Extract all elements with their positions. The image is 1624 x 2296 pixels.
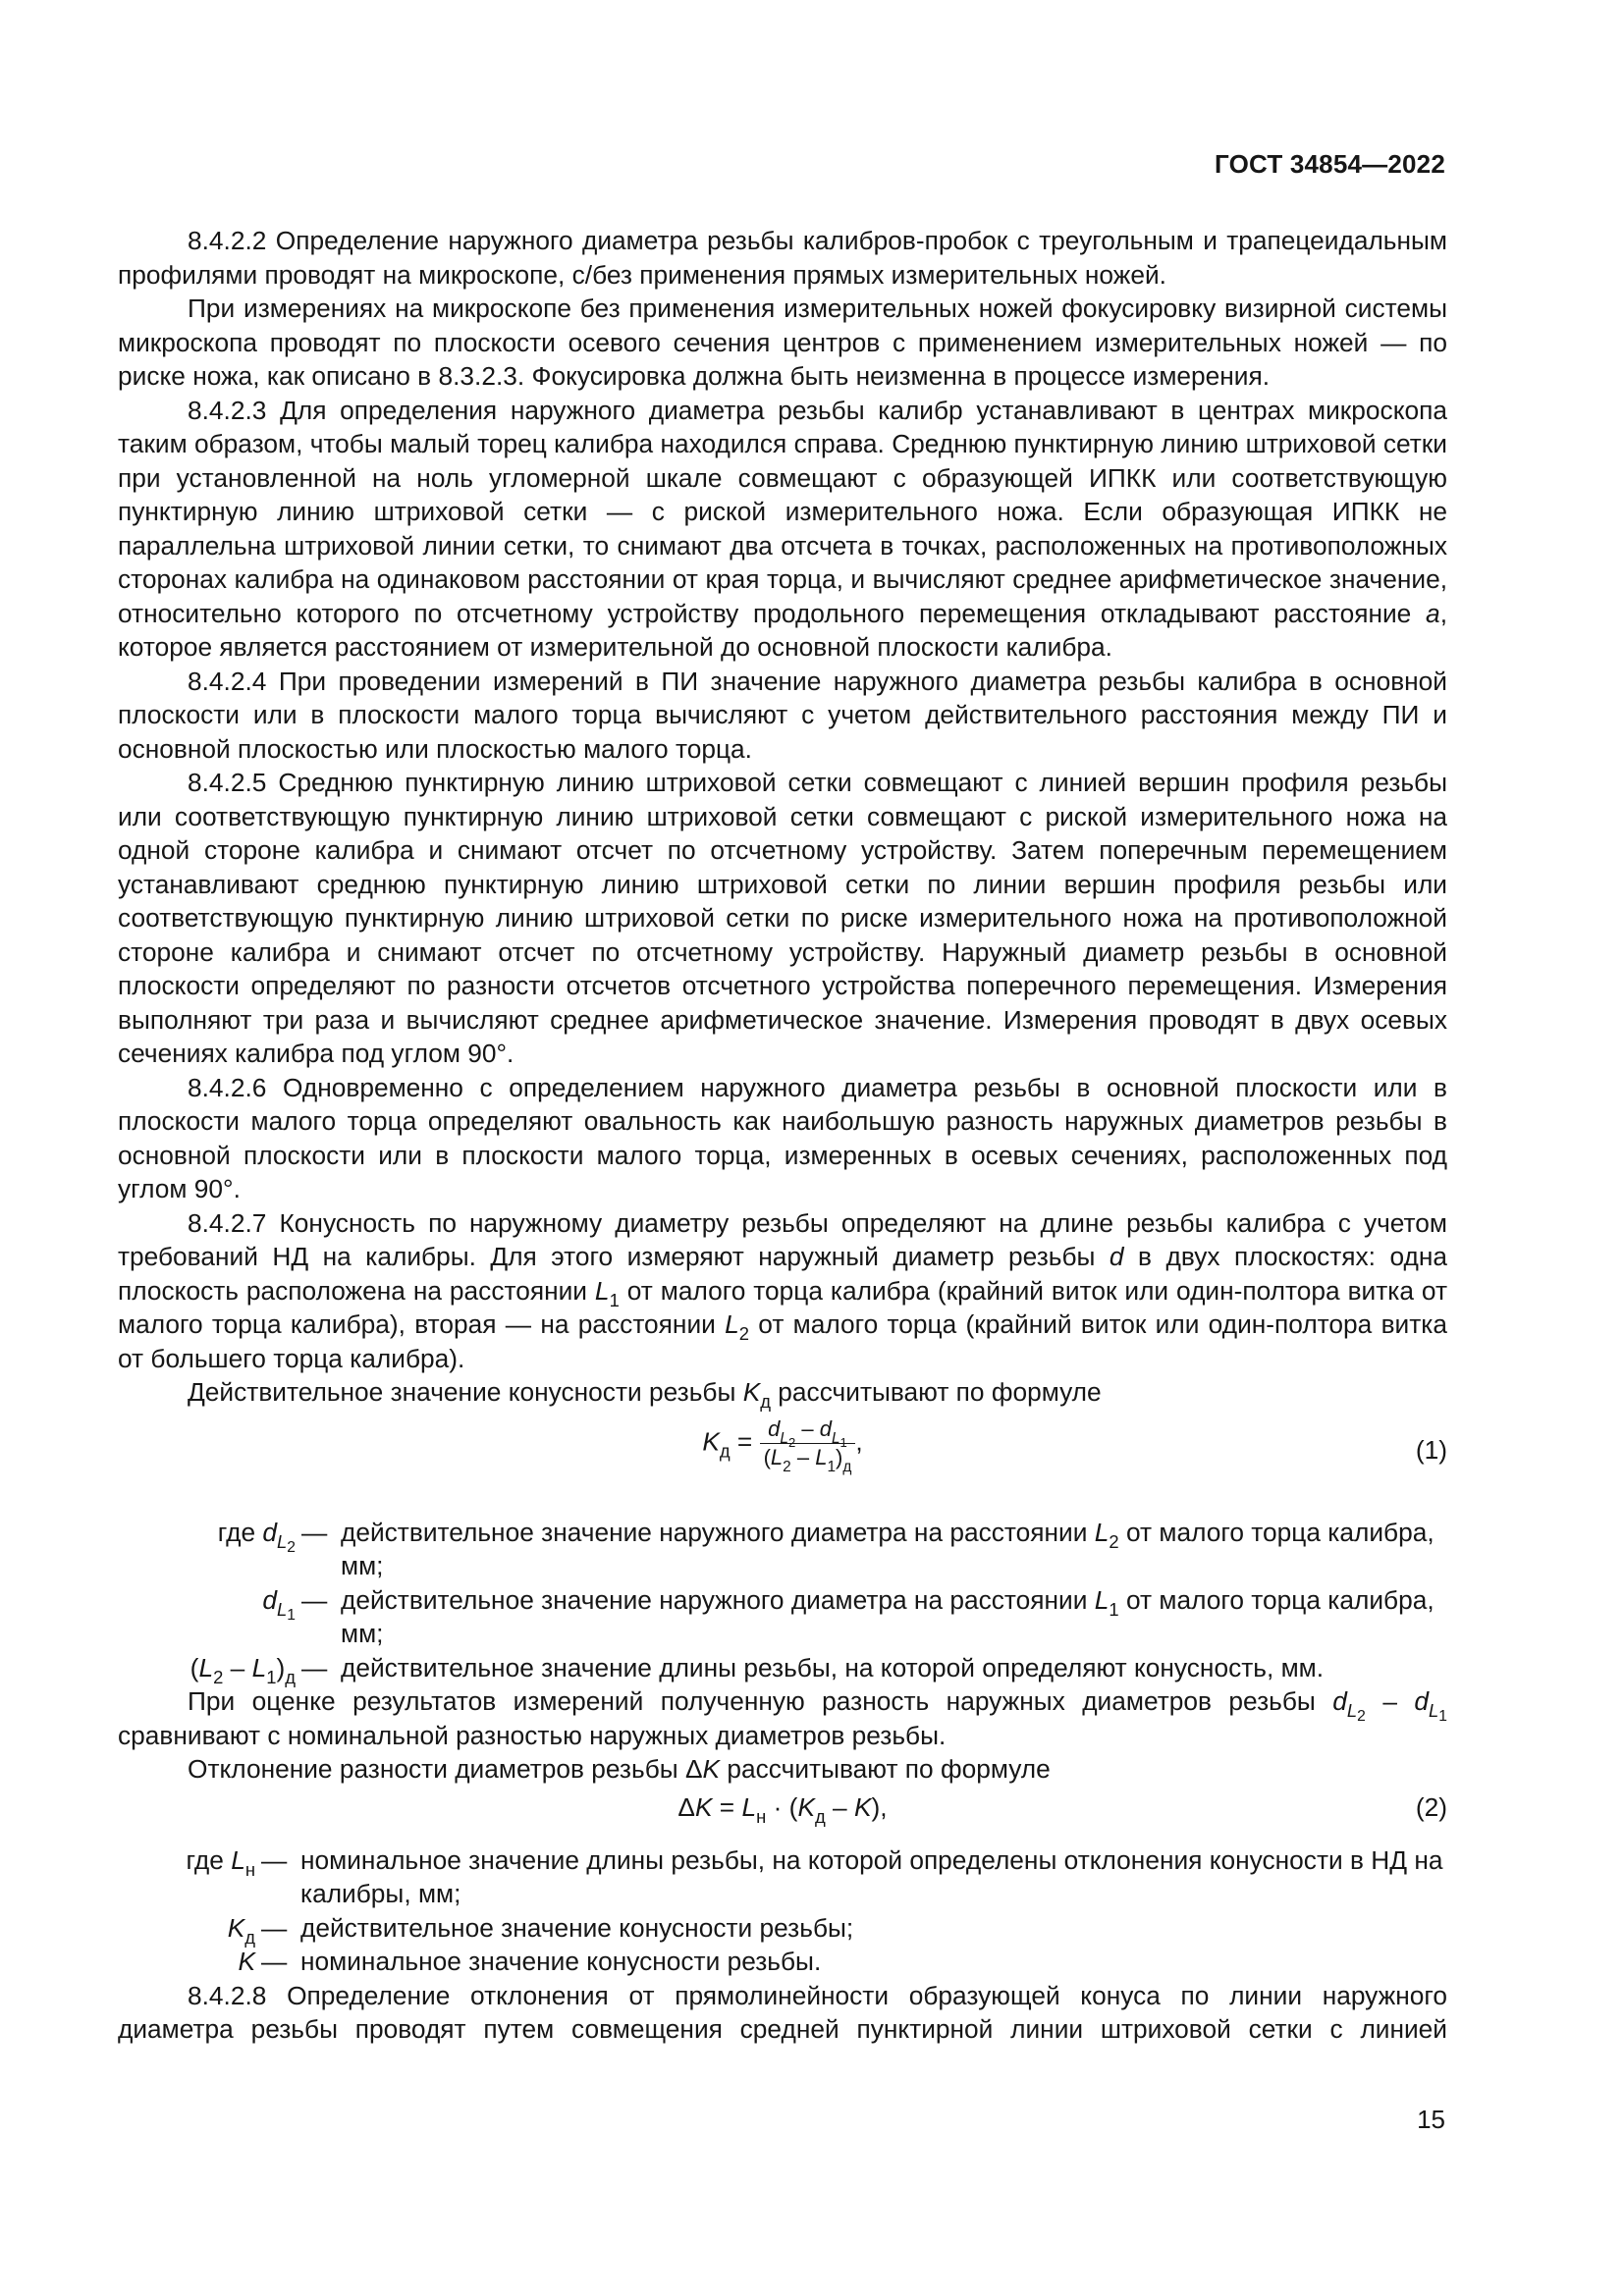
legend-desc-text: от малого торца калибра, мм; [341, 1584, 1435, 1648]
legend-dash: — [261, 1844, 288, 1875]
legend-var-L: L [1094, 1584, 1110, 1615]
formula-sub-n: н [756, 1805, 767, 1827]
legend-symbol-L2-L1 [118, 1651, 301, 1685]
sub-2: 2 [1357, 1708, 1366, 1725]
legend-var-sub: 2 [1109, 1530, 1119, 1552]
legend-formula-1 [118, 1516, 1447, 1685]
legend-symbol-dL2 [118, 1516, 301, 1583]
legend-sym: d [262, 1517, 278, 1547]
legend-sym: L [231, 1844, 245, 1875]
formula-2 [118, 1790, 1447, 1834]
legend-desc-K: номинальное значение конусности резьбы. [300, 1947, 822, 1976]
variable-L: L [594, 1275, 610, 1306]
subscript: 1 [609, 1289, 620, 1310]
variable-K: K [742, 1377, 761, 1407]
formula-K: K [797, 1791, 815, 1822]
denominator-close-paren: ) [836, 1444, 843, 1469]
legend-close-paren: ) [276, 1652, 286, 1682]
legend-desc-text: действительное значение наружного диаметра на расстоянии [341, 1517, 1088, 1547]
legend-desc-dL2 [341, 1516, 1447, 1583]
formula-minus: – [825, 1791, 854, 1822]
paragraph-8-4-2-5: 8.4.2.5 Среднюю пунктирную линию штриховой сетки совмещают с линией вершин профиля резьбы или соответствующую пунктирную линию штриховой сетки совмещают с риской измерительного ножа на одной стороне калибра и снимают отсчет по отсчетному устройству. Затем поперечным перемещением устанавливают среднюю пунктирную линию штриховой сетки по линии вершин профиля резьбы или соответствующую пунктирную линию штриховой сетки по риске измерительного ножа на противоположной стороне калибра и снимают отсчет по отсчетному устройству. Наружный диаметр резьбы в основной плоскости определяют по разности отсчетов отсчетного устройства поперечного перемещения. Измерения выполняют три раза и вычисляют среднее арифметическое значение. Измерения проводят в двух осевых сечениях калибра под углом 90°. [118, 768, 1447, 1068]
paragraph-text: , которое является расстоянием от измерительной до основной плоскости калибра. [118, 598, 1447, 662]
subscript: 2 [738, 1323, 749, 1344]
paragraph-text: рассчитывают по формуле [727, 1754, 1051, 1784]
fraction-denominator [760, 1443, 856, 1475]
paragraph-text: Действительное значение конусности резьбы [188, 1377, 736, 1407]
fraction-numerator [760, 1415, 856, 1450]
legend-sub-d: д [285, 1666, 296, 1687]
legend-desc-dL1 [341, 1583, 1447, 1651]
sub-2: 2 [783, 1458, 791, 1475]
paragraph-8-4-2-2-focus: При измерениях на микроскопе без применения измерительных ножей фокусировку визирной системы микроскопа проводят по плоскости осевого сечения центров с применением измерительных ножей — по риске ножа, как описано в 8.3.2.3. Фокусировка должна быть неизменна в процессе измерения. [118, 294, 1447, 391]
formula-equals: = [736, 1425, 753, 1456]
legend-prefix: где [217, 1517, 256, 1547]
numerator-minus: – [801, 1415, 814, 1441]
paragraph-text: 8.4.2.3 Для определения наружного диаметра резьбы калибр устанавливают в центрах микроскопа таким образом, чтобы малый торец калибра находился справа. Среднюю пунктирную линию штриховой сетки при установленной на ноль угломерной шкале совмещают с образующей ИПКК или соответствующую пунктирную линию штриховой сетки — с риской измерительного ножа. Если образующая ИПКК не параллельна штриховой линии сетки, то снимают два отсчета в точках, расположенных на противоположных сторонах калибра на одинаковом расстоянии от края торца, и вычисляют среднее арифметическое значение, относительно которого по отсчетному устройству продольного перемещения откладывают расстояние [118, 395, 1447, 628]
paragraph-8-4-2-3 [118, 394, 1447, 665]
paragraph-compare [118, 1684, 1447, 1752]
numerator-d1: d [819, 1415, 832, 1441]
sub-1: 1 [839, 1434, 847, 1450]
legend-var-sub: 1 [1109, 1598, 1119, 1620]
legend-L1: L [251, 1652, 267, 1682]
legend-sub-n: 2 [287, 1538, 296, 1556]
legend-sym: K [238, 1947, 255, 1976]
formula-fraction [760, 1415, 856, 1475]
variable-L: L [725, 1309, 739, 1339]
paragraph-8-4-2-8: 8.4.2.8 Определение отклонения от прямолинейности образующей конуса по линии наружного диаметра резьбы проводят путем совмещения средней пунктирной линии штриховой сетки с линией [118, 1980, 1447, 2044]
formula-delta: Δ [677, 1791, 695, 1822]
legend-var-L: L [1094, 1517, 1110, 1547]
legend-symbol-K [118, 1945, 261, 1979]
denominator-L1: L [815, 1444, 828, 1469]
denominator-open-paren: ( [763, 1444, 771, 1469]
legend-symbol-dL1 [118, 1583, 301, 1651]
subscript: д [760, 1391, 771, 1412]
legend-sub-L: L [277, 1598, 288, 1620]
formula-lhs-sub: д [719, 1439, 731, 1461]
minus-sign: – [1382, 1686, 1397, 1716]
numerator-d2: d [768, 1415, 781, 1441]
paragraph-text: При оценке результатов измерений полученную разность наружных диаметров резьбы [188, 1686, 1316, 1716]
legend-desc-text: действительное значение наружного диаметра на расстоянии [341, 1584, 1088, 1615]
sub-L: L [780, 1429, 788, 1447]
paragraph-kd-intro [118, 1375, 1447, 1410]
legend-symbol-Kd [118, 1911, 261, 1946]
sub-2: 2 [787, 1434, 796, 1450]
denominator-sub-d: д [842, 1458, 852, 1475]
legend-sym: K [227, 1912, 245, 1943]
paragraph-8-4-2-2: 8.4.2.2 Определение наружного диаметра резьбы калибров-пробок с треугольным и трапецеидальным профилями проводят на микроскопе, с/без применения прямых измерительных ножей. [118, 226, 1447, 290]
legend-dash: — [301, 1584, 328, 1615]
legend-desc-Ln: номинальное значение длины резьбы, на которой определены отклонения конусности в НД на калибры, мм; [300, 1844, 1443, 1908]
sub-1: 1 [1438, 1708, 1447, 1725]
paragraph-text: Отклонение разности диаметров резьбы [188, 1754, 678, 1784]
sub-L: L [1346, 1700, 1358, 1721]
formula-sub-d: д [814, 1805, 826, 1827]
paragraph-8-4-2-4: 8.4.2.4 При проведении измерений в ПИ значение наружного диаметра резьбы калибра в основной плоскости или в плоскости малого торца вычисляют с учетом действительного расстояния между ПИ и основной плоскостью или плоскостью малого торца. [118, 666, 1447, 764]
legend-dash: — [301, 1652, 328, 1682]
formula-1 [118, 1415, 1447, 1506]
legend-sub: д [244, 1926, 255, 1948]
legend-sub-1: 1 [266, 1666, 277, 1687]
legend-sub: н [244, 1858, 255, 1880]
sub-1: 1 [827, 1458, 837, 1475]
legend-sym: d [262, 1584, 278, 1615]
legend-sub-L: L [277, 1530, 288, 1552]
formula-K: K [694, 1791, 713, 1822]
paragraph-text: сравнивают с номинальной разностью наружных диаметров резьбы. [118, 1720, 947, 1750]
paragraph-text: от малого торца (крайний виток или один-полтора витка от большего торца калибра). [118, 1309, 1447, 1373]
body-text [118, 224, 1447, 2047]
formula-trailing-comma: , [855, 1425, 863, 1456]
formula-2-body [118, 1790, 1447, 1825]
denominator-L2: L [770, 1444, 784, 1469]
document-header: ГОСТ 34854—2022 [1215, 149, 1445, 179]
variable-d: d [1414, 1686, 1430, 1716]
variable-d: d [1332, 1686, 1347, 1716]
delta-symbol: Δ [684, 1754, 703, 1784]
legend-minus: – [230, 1652, 245, 1682]
formula-K: K [853, 1791, 872, 1822]
legend-dash: — [301, 1517, 328, 1547]
sub-L: L [831, 1429, 840, 1447]
paragraph-text: в двух плоскостях: одна плоскость расположена на расстоянии [118, 1242, 1447, 1306]
formula-lhs: K [702, 1425, 720, 1456]
formula-equals: = [712, 1791, 742, 1822]
formula-number-1: (1) [1415, 1434, 1447, 1465]
paragraph-text: 8.4.2.7 Конусность по наружному диаметру резьбы определяют на длине резьбы калибра с учетом требований НД на калибры. Для этого измеряют наружный диаметр резьбы [118, 1207, 1447, 1271]
legend-open-paren: ( [189, 1652, 199, 1682]
legend-desc-Kd: действительное значение конусности резьбы; [300, 1912, 854, 1943]
denominator-minus: – [796, 1444, 810, 1469]
legend-desc-L2-L1: действительное значение длины резьбы, на которой определяют конусность, мм. [341, 1652, 1325, 1682]
paragraph-8-4-2-7 [118, 1206, 1447, 1376]
formula-dot: · ( [766, 1791, 798, 1822]
formula-end: ), [871, 1791, 888, 1822]
legend-sub-2: 2 [213, 1666, 224, 1687]
variable-a: a [1426, 598, 1440, 628]
legend-L2: L [198, 1652, 214, 1682]
formula-number-2: (2) [1415, 1791, 1447, 1822]
paragraph-text: от малого торца калибра (крайний виток или один-полтора витка от малого торца калибра), вторая — на расстоянии [118, 1275, 1447, 1339]
legend-symbol-Ln [118, 1843, 261, 1911]
formula-L: L [741, 1791, 757, 1822]
legend-dash: — [261, 1947, 288, 1976]
legend-sub-n: 1 [287, 1606, 296, 1624]
variable-d: d [1109, 1242, 1124, 1271]
paragraph-delta-k [118, 1752, 1447, 1787]
sub-L: L [1429, 1700, 1439, 1721]
legend-prefix: где [186, 1844, 224, 1875]
page-number: 15 [1417, 2105, 1445, 2134]
formula-1-body [118, 1415, 1447, 1475]
paragraph-8-4-2-6: 8.4.2.6 Одновременно с определением наружного диаметра резьбы в основной плоскости или в плоскости малого торца определяют овальность как наибольшую разность наружных диаметров резьбы в основной плоскости или в плоскости малого торца, измеренных в осевых сечениях, расположенных под углом 90°. [118, 1072, 1447, 1203]
legend-formula-2 [118, 1843, 1447, 1979]
variable-K: K [702, 1754, 721, 1784]
legend-dash: — [261, 1912, 288, 1943]
paragraph-text: рассчитывают по формуле [778, 1377, 1102, 1407]
legend-desc-text: от малого торца калибра, мм; [341, 1517, 1435, 1580]
